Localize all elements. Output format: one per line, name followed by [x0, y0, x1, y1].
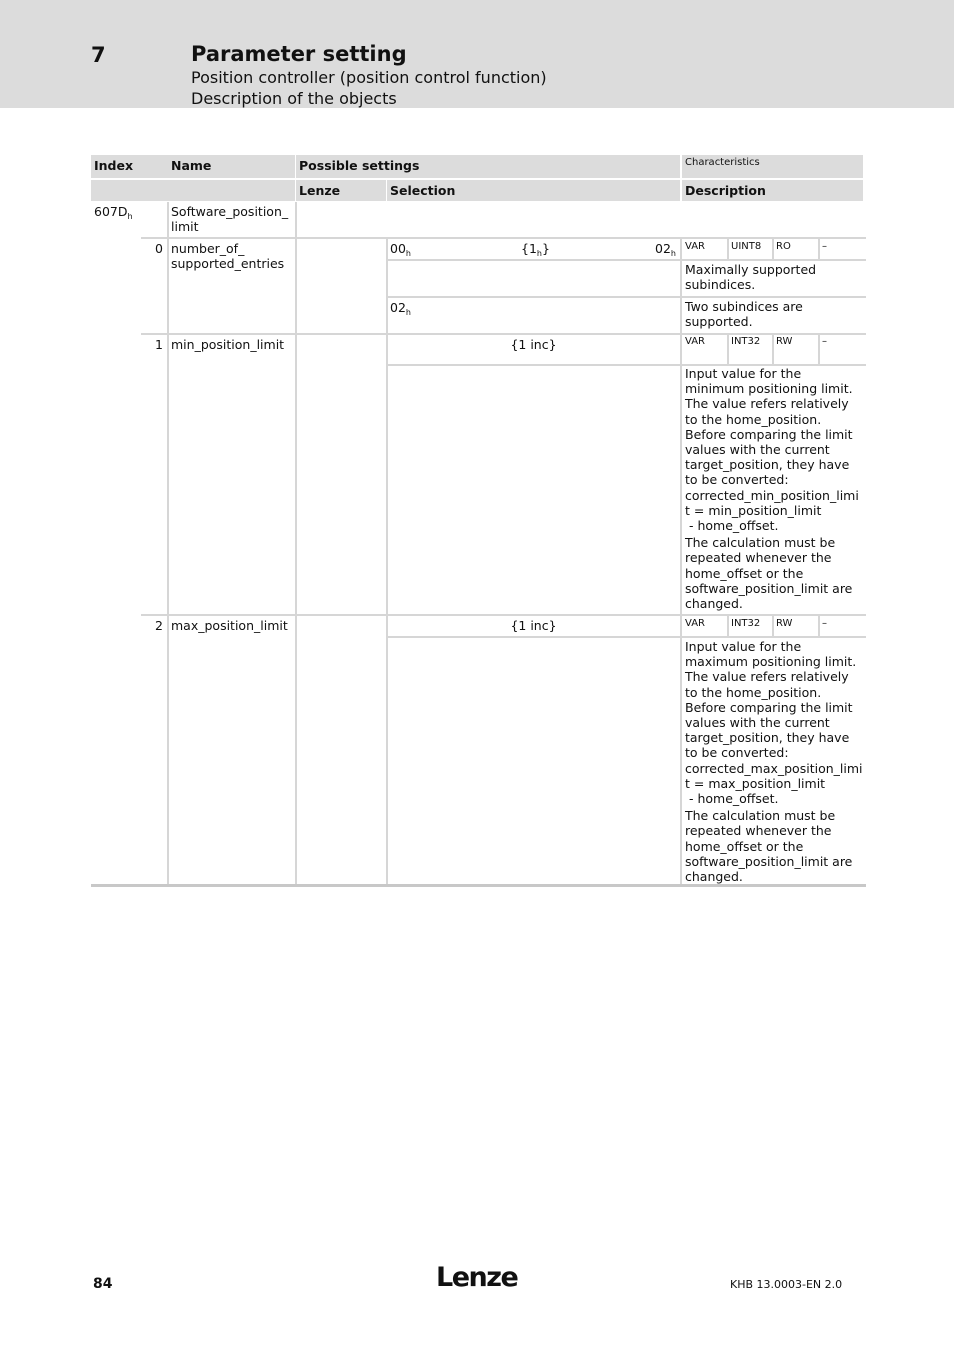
col-header-description: Description [682, 180, 863, 201]
description-text: Two subindices are supported. [685, 299, 803, 330]
section-subtitle: Position controller (position control function) [191, 68, 547, 87]
object-name: Software_position_ limit [171, 204, 289, 235]
selection-min: $00_h$ [390, 241, 411, 258]
char-datatype: INT32 [731, 336, 761, 347]
col-header-index-blank [91, 180, 168, 201]
char-type: VAR [685, 241, 705, 252]
char-extra: – [822, 618, 827, 629]
subindex-name: max_position_limit [171, 618, 288, 633]
subindex-number: 2 [155, 618, 163, 633]
grid-line [141, 237, 866, 239]
grid-line [167, 202, 169, 886]
char-extra: – [822, 336, 827, 347]
grid-line [387, 259, 866, 261]
grid-line [386, 238, 388, 886]
chapter-title: Parameter setting [191, 42, 407, 66]
selection-step: $\{1_h\}$ [521, 241, 550, 258]
col-header-name-blank [168, 180, 295, 201]
char-access: RO [776, 241, 791, 252]
description-text: Input value for the maximum positioning limit. The value refers relatively to the home_position. Before comparing the limit values with the current target_position, they have to be converted: corrected_max_position_limi t = max_position_limit - home_offset. The calculation must be repeated whenever the home_offset or the software_position_limit are changed. [685, 639, 863, 885]
page-number: 84 [93, 1276, 113, 1292]
document-code: KHB 13.0003-EN 2.0 [730, 1278, 843, 1291]
section-subtitle-2: Description of the objects [191, 89, 397, 108]
selection-value: $02_h$ [390, 300, 411, 317]
grid-line [141, 614, 866, 616]
grid-line [295, 202, 297, 886]
description-text: Maximally supported subindices. [685, 262, 817, 293]
col-header-selection: Selection [387, 180, 680, 201]
grid-line [387, 636, 866, 638]
chapter-number: 7 [91, 43, 106, 67]
col-header-possible-settings: Possible settings [296, 155, 680, 178]
char-datatype: UINT8 [731, 241, 762, 252]
description-text: Input value for the minimum positioning limit. The value refers relatively to the home_position. Before comparing the limit values with the current target_position, they have to be converted: corrected_min_position_limi t = min_position_limit - home_offset. The calculation must be repeated whenever the home_offset or the software_position_limit are changed. [685, 366, 859, 612]
subindex-name: min_position_limit [171, 337, 285, 352]
char-type: VAR [685, 618, 705, 629]
object-index: $607D_h$ [94, 204, 133, 221]
grid-line [141, 333, 866, 335]
col-header-index: Index [91, 155, 168, 178]
grid-line [387, 296, 866, 298]
subindex-number: 0 [155, 241, 163, 256]
subindex-name: number_of_ supported_entries [171, 241, 285, 272]
col-header-lenze: Lenze [296, 180, 386, 201]
header-band [0, 0, 954, 108]
selection-unit: {1 inc} [510, 618, 557, 633]
char-extra: – [822, 241, 827, 252]
lenze-logo: Lenze [436, 1262, 518, 1293]
char-access: RW [776, 336, 793, 347]
char-datatype: INT32 [731, 618, 761, 629]
col-header-name: Name [168, 155, 295, 178]
selection-unit: {1 inc} [510, 337, 557, 352]
subindex-number: 1 [155, 337, 163, 352]
table-bottom-rule [91, 884, 866, 887]
char-type: VAR [685, 336, 705, 347]
selection-max: $02_h$ [655, 241, 676, 258]
char-access: RW [776, 618, 793, 629]
col-header-characteristics: Characteristics [682, 155, 863, 178]
